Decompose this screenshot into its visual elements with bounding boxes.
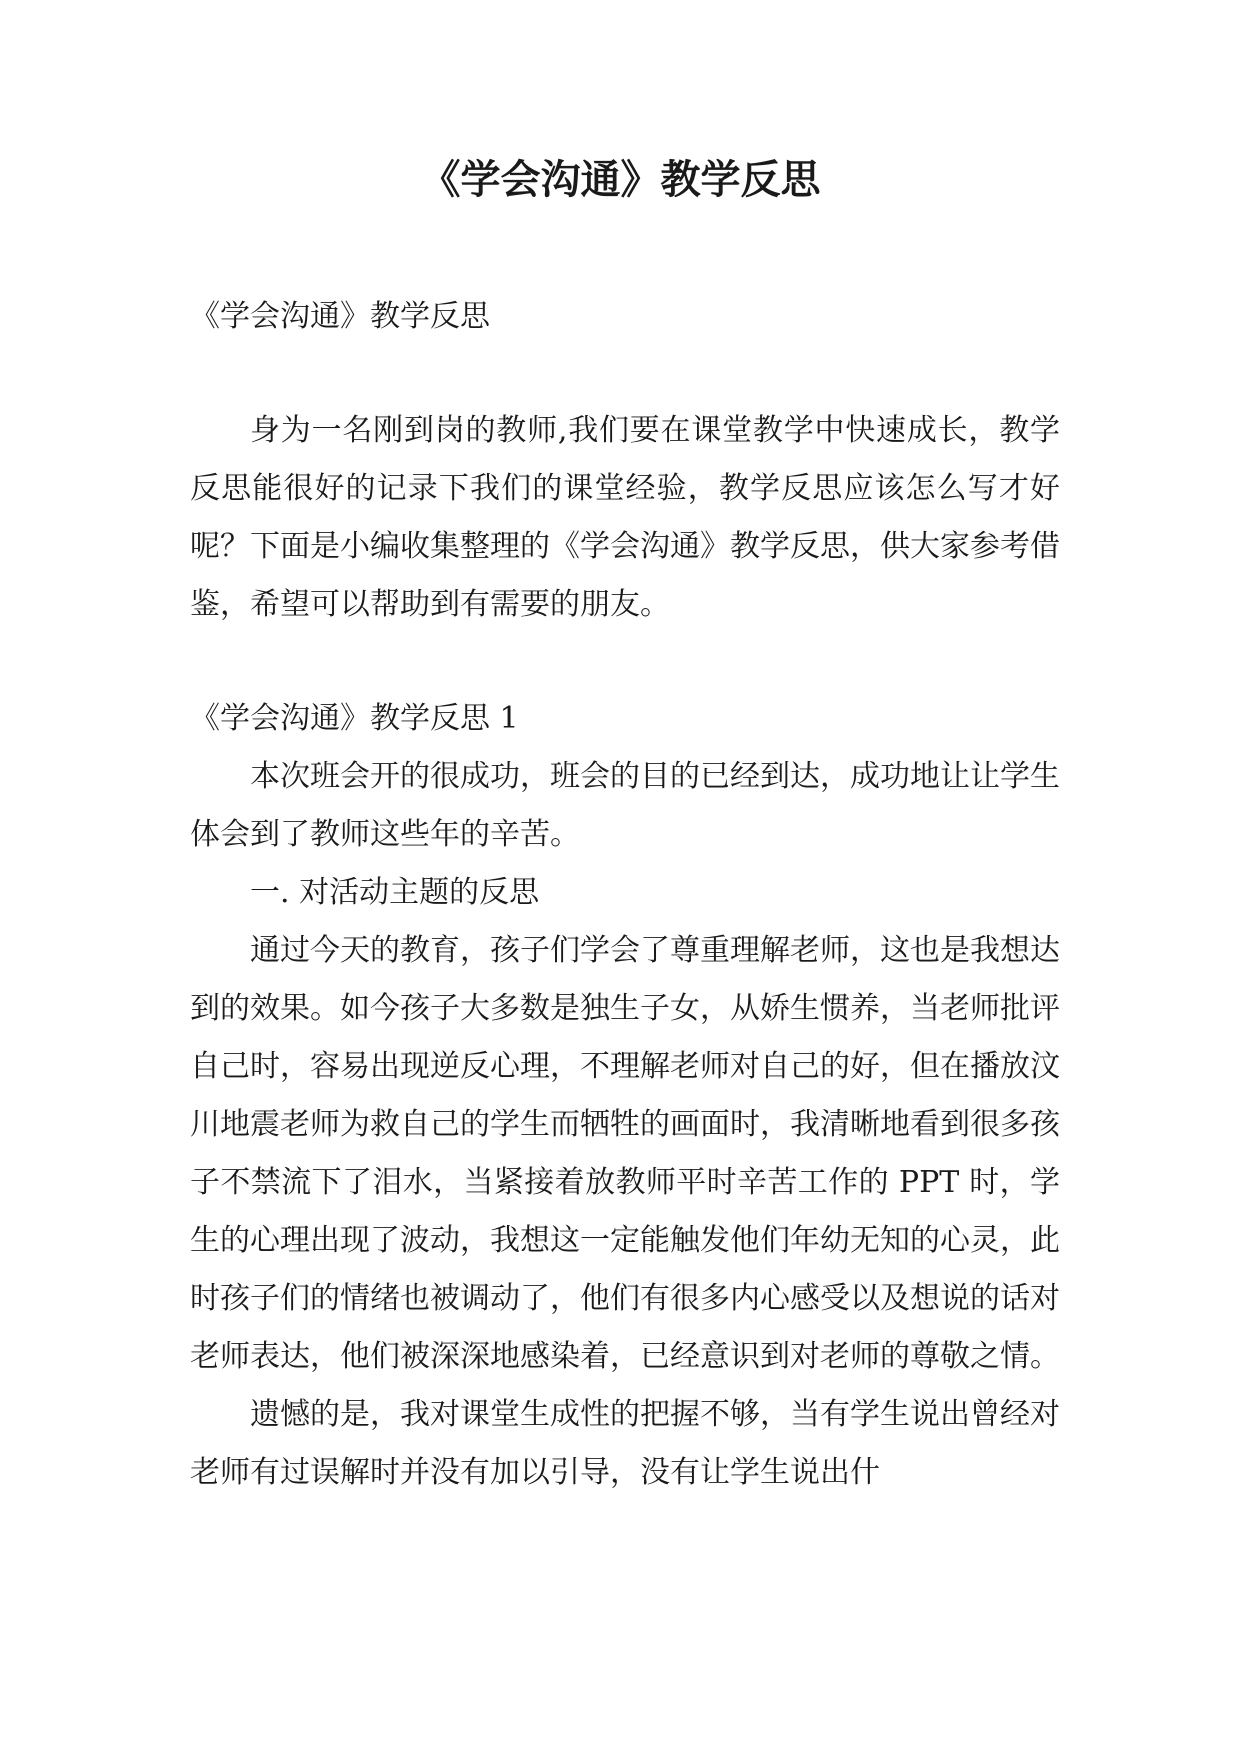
reflection-section-1 — [190, 690, 1060, 1502]
section-paragraph-1: 本次班会开的很成功，班会的目的已经到达，成功地让让学生体会到了教师这些年的辛苦。 — [190, 759, 1060, 852]
section-paragraph-3: 遗憾的是，我对课堂生成性的把握不够，当有学生说出曾经对老师有过误解时并没有加以引导，没有让学生说出什 — [190, 1397, 1060, 1490]
document-subtitle: 《学会沟通》教学反思 — [190, 299, 490, 334]
section-subheading: 一. 对活动主题的反思 — [250, 875, 540, 910]
document-title: 《学会沟通》教学反思 — [420, 157, 821, 203]
intro-paragraph: 身为一名刚到岗的教师,我们要在课堂教学中快速成长，教学反思能很好的记录下我们的课堂经验，教学反思应该怎么写才好呢？下面是小编收集整理的《学会沟通》教学反思，供大家参考借鉴，希望可以帮助到有需要的朋友。 — [190, 413, 1060, 622]
section-heading: 《学会沟通》教学反思 1 — [190, 701, 519, 736]
section-paragraph-2: 通过今天的教育，孩子们学会了尊重理解老师，这也是我想达到的效果。如今孩子大多数是独生子女，从娇生惯养，当老师批评自己时，容易出现逆反心理，不理解老师对自己的好，但在播放汶川地震老师为救自己的学生而牺牲的画面时，我清晰地看到很多孩子不禁流下了泪水，当紧接着放教师平时辛苦工作的 PPT 时，学生的心理出现了波动，我想这一定能触发他们年幼无知的心灵，此时孩子们的情绪也被调动了，他们有很多内心感受以及想说的话对老师表达，他们被深深地感染着，已经意识到对老师的尊敬之情。 — [190, 933, 1060, 1374]
intro-section — [190, 402, 1060, 634]
